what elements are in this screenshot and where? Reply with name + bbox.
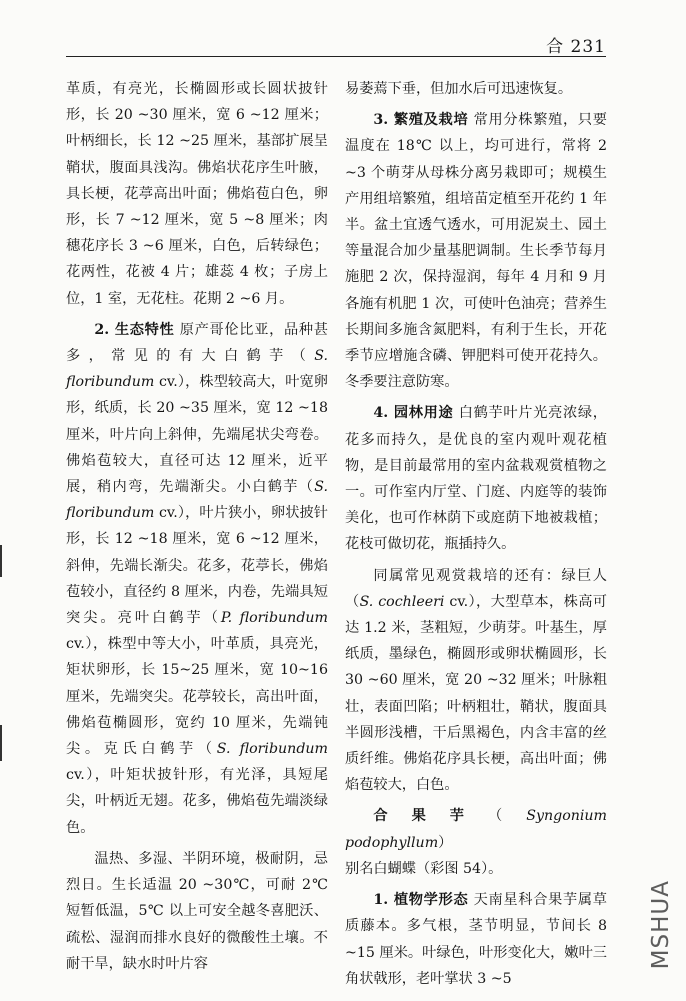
section-heading-ecology: 2. 生态特性 xyxy=(94,321,175,338)
latin-name: Syngonium podophyllum xyxy=(345,808,607,851)
header-rule xyxy=(66,56,606,57)
paragraph-habitat-continued: 易萎蔫下垂，但加水后可迅速恢复。 xyxy=(345,81,573,97)
scan-margin-mark xyxy=(0,545,2,577)
section-heading-propagation: 3. 繁殖及栽培 xyxy=(373,112,469,129)
section-heading-landscape-use: 4. 园林用途 xyxy=(373,405,454,422)
latin-name: S. floribundum xyxy=(66,479,328,522)
paragraph-ecology: 2. 生态特性 原产哥伦比亚，品种甚多，常见的有大白鹤芋（S. floribundum cv.），株型较高大，叶宽卵形，纸质，长 20 ~35 厘米，宽 12 ~18 厘米，叶片向上斜伸，先端尾状尖弯卷。佛焰苞较大，直径可达 12 厘米，近平展，稍内弯，先端渐尖。小白鹤芋（S. floribundum cv.），叶片狭小，卵状披针形，长 12 ~18 厘米，宽 6 ~12 厘米，斜伸，先端长渐尖。花多，花葶长，佛焰苞较小，直径约 8 厘米，内卷，先端具短突尖。亮叶白鹤芋（P. floribundum cv.），株型中等大小，叶革质，具亮光，矩状卵形，长 15~25 厘米，宽 10~16 厘米，先端突尖。花葶较长，高出叶面，佛焰苞椭圆形，宽约 10 厘米，先端钝尖。克氏白鹤芋（S. floribundum cv.），叶矩状披针形，有光泽，具短尾尖，叶柄近无翅。花多，佛焰苞先端淡绿色。 xyxy=(66,321,328,836)
left-column xyxy=(66,76,328,977)
scan-margin-mark xyxy=(0,725,2,761)
paragraph-landscape-use: 4. 园林用途 白鹤芋叶片光亮浓绿，花多而持久，是优良的室内观叶观花植物，是目前最常用的室内盆栽观赏植物之一。可作室内厅堂、门庭、内庭等的装饰美化，也可作林荫下或庭荫下地被栽植；花枝可做切花，瓶插持久。 xyxy=(345,405,607,553)
paragraph-description-continued: 革质，有亮光，长椭圆形或长圆状披针形，长 20 ~30 厘米，宽 6 ~12 厘米；叶柄细长，长 12 ~25 厘米，基部扩展呈鞘状，腹面具浅沟。佛焰状花序生叶腋，具长梗，花葶高出叶面；佛焰苞白色，卵形，长 7 ~12 厘米，宽 5 ~8 厘米；肉穗花序长 3 ~6 厘米，白色，后转绿色；花两性，花被 4 片；雄蕊 4 枚；子房上位，1 室，无花柱。花期 2 ~6 月。 xyxy=(66,81,328,307)
paragraph-related-species: 同属常见观赏栽培的还有：绿巨人（S. cochleeri cv.），大型草本，株高可达 1.2 米，茎粗短，少萌芽。叶基生，厚纸质，墨绿色，椭圆形或卵状椭圆形，长 30 ~60 厘米，宽 20 ~32 厘米；叶脉粗壮，表面凹陷；叶柄粗壮，鞘状，腹面具半圆形浅槽，干后黑褐色，内含丰富的丝质纤维。佛焰花序具长梗，高出叶面；佛焰苞较大，白色。 xyxy=(345,567,607,794)
watermark: MSHUA xyxy=(648,880,674,970)
entry-alias: 别名白蝴蝶（彩图 54）。 xyxy=(345,860,503,877)
paragraph-habitat: 温热、多湿、半阴环境，极耐阴，忌烈日。生长适温 20 ~30℃，可耐 2℃ 短暂低温，5℃ 以上可安全越冬喜肥沃、疏松、湿润而排水良好的微酸性土壤。不耐干旱，缺水时叶片容 xyxy=(66,850,328,972)
section-heading-morphology: 1. 植物学形态 xyxy=(373,892,469,909)
running-head xyxy=(66,30,606,57)
latin-name: S. floribundum xyxy=(216,741,328,758)
right-column xyxy=(345,76,607,992)
latin-name: S. floribundum xyxy=(66,348,328,391)
paragraph-propagation: 3. 繁殖及栽培 常用分株繁殖，只要温度在 18℃ 以上，均可进行，常将 2 ~3 个萌芽从母株分离另栽即可；规模生产用组培繁殖，组培苗定植至开花约 1 年半。盆土宜透气透水，可用泥炭土、园土等量混合加少量基肥调制。生长季节每月施肥 2 次，保持湿润，每年 4 月和 9 月各施有机肥 1 次，可使叶色油亮；营养生长期间多施含氮肥料，有利于生长，开花季节应增施含磷、钾肥料可使开花持久。冬季要注意防寒。 xyxy=(345,112,607,391)
latin-name: P. floribundum xyxy=(220,610,328,627)
page-number-header: 合 231 xyxy=(546,37,606,57)
entry-heading-syngonium: 合果芋（Syngonium podophyllum） xyxy=(345,808,607,851)
latin-name: S. cochleeri xyxy=(359,593,445,610)
paragraph-morphology: 1. 植物学形态 天南星科合果芋属草质藤本。多气根，茎节明显，节间长 8 ~15 厘米。叶绿色，叶形变化大，嫩叶三角状戟形，老叶掌状 3 ~5 xyxy=(345,892,607,987)
entry-title: 合果芋 xyxy=(373,808,489,825)
